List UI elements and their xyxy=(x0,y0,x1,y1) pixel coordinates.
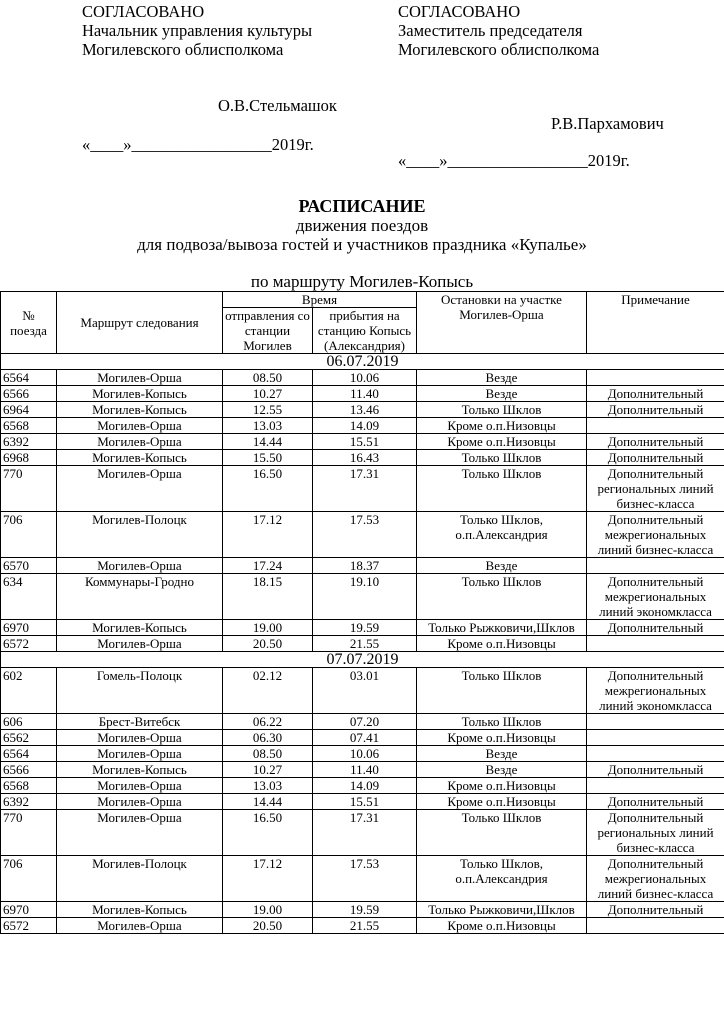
date-row xyxy=(1,652,724,668)
approval-left-signer: О.В.Стельмашок xyxy=(218,96,337,115)
stops-cell: Кроме о.п.Низовцы xyxy=(417,918,587,934)
header-train-number: № поезда xyxy=(1,292,57,354)
stops-cell: Только Шклов xyxy=(417,450,587,466)
train-number-cell: 6568 xyxy=(1,778,57,794)
date-cell: 07.07.2019 xyxy=(1,652,724,668)
stops-cell: Кроме о.п.Низовцы xyxy=(417,434,587,450)
table-row xyxy=(1,418,724,434)
train-number-cell: 6566 xyxy=(1,762,57,778)
departure-time-cell: 10.27 xyxy=(223,386,313,402)
train-number-cell: 706 xyxy=(1,856,57,902)
note-cell: Дополнительный межрегиональных линий экономкласса xyxy=(587,668,724,714)
table-row xyxy=(1,466,724,512)
route-cell: Могилев-Копысь xyxy=(57,402,223,418)
route-cell: Могилев-Полоцк xyxy=(57,856,223,902)
departure-time-cell: 18.15 xyxy=(223,574,313,620)
schedule-body xyxy=(1,354,724,934)
table-row xyxy=(1,794,724,810)
departure-time-cell: 16.50 xyxy=(223,810,313,856)
stops-cell: Только Шклов xyxy=(417,574,587,620)
departure-time-cell: 08.50 xyxy=(223,370,313,386)
departure-time-cell: 14.44 xyxy=(223,794,313,810)
route-cell: Могилев-Орша xyxy=(57,746,223,762)
approval-right-title: СОГЛАСОВАНО xyxy=(398,2,521,21)
route-cell: Могилев-Орша xyxy=(57,730,223,746)
stops-cell: Кроме о.п.Низовцы xyxy=(417,418,587,434)
note-cell: Дополнительный xyxy=(587,450,724,466)
train-number-cell: 602 xyxy=(1,668,57,714)
table-row xyxy=(1,856,724,902)
route-cell: Коммунары-Гродно xyxy=(57,574,223,620)
header-arrival: прибытия на станцию Копысь (Александрия) xyxy=(313,308,417,354)
note-cell xyxy=(587,636,724,652)
note-cell xyxy=(587,730,724,746)
table-row xyxy=(1,434,724,450)
route-cell: Могилев-Орша xyxy=(57,466,223,512)
stops-cell: Везде xyxy=(417,746,587,762)
train-number-cell: 6970 xyxy=(1,620,57,636)
route-cell: Брест-Витебск xyxy=(57,714,223,730)
table-row xyxy=(1,746,724,762)
stops-cell: Кроме о.п.Низовцы xyxy=(417,636,587,652)
table-row xyxy=(1,778,724,794)
train-number-cell: 6964 xyxy=(1,402,57,418)
arrival-time-cell: 21.55 xyxy=(313,918,417,934)
stops-cell: Везде xyxy=(417,558,587,574)
train-number-cell: 6564 xyxy=(1,370,57,386)
arrival-time-cell: 11.40 xyxy=(313,386,417,402)
arrival-time-cell: 17.53 xyxy=(313,512,417,558)
stops-cell: Только Шклов xyxy=(417,810,587,856)
table-row xyxy=(1,558,724,574)
note-cell: Дополнительный xyxy=(587,902,724,918)
document-purpose: для подвоза/вывоза гостей и участников праздника «Купалье» xyxy=(137,235,587,254)
route-title: по маршруту Могилев-Копысь xyxy=(250,272,474,291)
approval-right-org: Могилевского облисполкома xyxy=(398,40,600,59)
stops-cell: Кроме о.п.Низовцы xyxy=(417,778,587,794)
train-number-cell: 6392 xyxy=(1,434,57,450)
note-cell: Дополнительный xyxy=(587,386,724,402)
route-cell: Могилев-Орша xyxy=(57,918,223,934)
train-number-cell: 6564 xyxy=(1,746,57,762)
note-cell: Дополнительный межрегиональных линий бизнес-класса xyxy=(587,856,724,902)
arrival-time-cell: 13.46 xyxy=(313,402,417,418)
stops-cell: Только Шклов xyxy=(417,714,587,730)
departure-time-cell: 17.12 xyxy=(223,512,313,558)
stops-cell: Везде xyxy=(417,370,587,386)
table-row xyxy=(1,810,724,856)
departure-time-cell: 13.03 xyxy=(223,418,313,434)
route-cell: Могилев-Полоцк xyxy=(57,512,223,558)
table-row xyxy=(1,636,724,652)
train-number-cell: 6566 xyxy=(1,386,57,402)
train-number-cell: 6970 xyxy=(1,902,57,918)
arrival-time-cell: 07.20 xyxy=(313,714,417,730)
note-cell: Дополнительный межрегиональных линий экономкласса xyxy=(587,574,724,620)
note-cell xyxy=(587,370,724,386)
header-time: Время xyxy=(223,292,417,308)
document-title: РАСПИСАНИЕ xyxy=(298,196,426,216)
document-subtitle: движения поездов xyxy=(295,216,429,235)
arrival-time-cell: 19.59 xyxy=(313,902,417,918)
table-row xyxy=(1,668,724,714)
train-number-cell: 6570 xyxy=(1,558,57,574)
arrival-time-cell: 19.59 xyxy=(313,620,417,636)
table-row xyxy=(1,574,724,620)
header-stops: Остановки на участке Могилев-Орша xyxy=(417,292,587,354)
arrival-time-cell: 15.51 xyxy=(313,434,417,450)
arrival-time-cell: 10.06 xyxy=(313,746,417,762)
departure-time-cell: 12.55 xyxy=(223,402,313,418)
route-cell: Могилев-Копысь xyxy=(57,450,223,466)
train-number-cell: 6968 xyxy=(1,450,57,466)
stops-cell: Только Шклов xyxy=(417,466,587,512)
table-row xyxy=(1,918,724,934)
arrival-time-cell: 15.51 xyxy=(313,794,417,810)
route-cell: Могилев-Орша xyxy=(57,810,223,856)
arrival-time-cell: 03.01 xyxy=(313,668,417,714)
departure-time-cell: 19.00 xyxy=(223,620,313,636)
table-row xyxy=(1,714,724,730)
arrival-time-cell: 14.09 xyxy=(313,418,417,434)
note-cell: Дополнительный xyxy=(587,762,724,778)
train-number-cell: 6568 xyxy=(1,418,57,434)
table-row xyxy=(1,730,724,746)
approval-right xyxy=(398,2,599,59)
schedule-table xyxy=(0,291,724,934)
departure-time-cell: 13.03 xyxy=(223,778,313,794)
date-cell: 06.07.2019 xyxy=(1,354,724,370)
note-cell xyxy=(587,714,724,730)
arrival-time-cell: 17.53 xyxy=(313,856,417,902)
note-cell xyxy=(587,918,724,934)
train-number-cell: 606 xyxy=(1,714,57,730)
table-row xyxy=(1,902,724,918)
departure-time-cell: 06.30 xyxy=(223,730,313,746)
departure-time-cell: 14.44 xyxy=(223,434,313,450)
approval-left-title: СОГЛАСОВАНО xyxy=(82,2,205,21)
approval-right-date: «____»_________________2019г. xyxy=(398,151,630,170)
note-cell: Дополнительный региональных линий бизнес-класса xyxy=(587,810,724,856)
note-cell xyxy=(587,746,724,762)
header-route: Маршрут следования xyxy=(57,292,223,354)
train-number-cell: 6572 xyxy=(1,918,57,934)
train-number-cell: 6392 xyxy=(1,794,57,810)
route-cell: Могилев-Орша xyxy=(57,434,223,450)
departure-time-cell: 10.27 xyxy=(223,762,313,778)
table-row xyxy=(1,620,724,636)
arrival-time-cell: 18.37 xyxy=(313,558,417,574)
route-cell: Могилев-Орша xyxy=(57,636,223,652)
train-number-cell: 770 xyxy=(1,810,57,856)
arrival-time-cell: 21.55 xyxy=(313,636,417,652)
stops-cell: Везде xyxy=(417,386,587,402)
stops-cell: Кроме о.п.Низовцы xyxy=(417,794,587,810)
route-cell: Могилев-Орша xyxy=(57,558,223,574)
table-row xyxy=(1,386,724,402)
departure-time-cell: 19.00 xyxy=(223,902,313,918)
note-cell: Дополнительный xyxy=(587,620,724,636)
route-cell: Гомель-Полоцк xyxy=(57,668,223,714)
stops-cell: Только Шклов, о.п.Александрия xyxy=(417,512,587,558)
train-number-cell: 6562 xyxy=(1,730,57,746)
departure-time-cell: 02.12 xyxy=(223,668,313,714)
departure-time-cell: 16.50 xyxy=(223,466,313,512)
approval-right-position: Заместитель председателя xyxy=(398,21,583,40)
note-cell: Дополнительный xyxy=(587,794,724,810)
note-cell: Дополнительный xyxy=(587,434,724,450)
train-number-cell: 770 xyxy=(1,466,57,512)
train-number-cell: 634 xyxy=(1,574,57,620)
note-cell xyxy=(587,778,724,794)
approval-left xyxy=(82,2,312,59)
note-cell: Дополнительный xyxy=(587,402,724,418)
route-cell: Могилев-Копысь xyxy=(57,902,223,918)
header-departure: отправления со станции Могилев xyxy=(223,308,313,354)
table-row xyxy=(1,512,724,558)
route-cell: Могилев-Копысь xyxy=(57,386,223,402)
departure-time-cell: 08.50 xyxy=(223,746,313,762)
departure-time-cell: 17.12 xyxy=(223,856,313,902)
note-cell xyxy=(587,418,724,434)
route-cell: Могилев-Копысь xyxy=(57,762,223,778)
approval-right-signer: Р.В.Пархамович xyxy=(551,114,664,133)
approval-left-position: Начальник управления культуры xyxy=(82,21,313,40)
table-row xyxy=(1,370,724,386)
departure-time-cell: 20.50 xyxy=(223,636,313,652)
arrival-time-cell: 16.43 xyxy=(313,450,417,466)
stops-cell: Только Шклов xyxy=(417,668,587,714)
note-cell: Дополнительный региональных линий бизнес-класса xyxy=(587,466,724,512)
header-note: Примечание xyxy=(587,292,724,354)
stops-cell: Только Рыжковичи,Шклов xyxy=(417,902,587,918)
stops-cell: Кроме о.п.Низовцы xyxy=(417,730,587,746)
table-row xyxy=(1,450,724,466)
note-cell: Дополнительный межрегиональных линий бизнес-класса xyxy=(587,512,724,558)
train-number-cell: 6572 xyxy=(1,636,57,652)
arrival-time-cell: 19.10 xyxy=(313,574,417,620)
table-row xyxy=(1,762,724,778)
train-number-cell: 706 xyxy=(1,512,57,558)
arrival-time-cell: 14.09 xyxy=(313,778,417,794)
departure-time-cell: 15.50 xyxy=(223,450,313,466)
route-cell: Могилев-Орша xyxy=(57,794,223,810)
stops-cell: Только Рыжковичи,Шклов xyxy=(417,620,587,636)
departure-time-cell: 20.50 xyxy=(223,918,313,934)
arrival-time-cell: 17.31 xyxy=(313,466,417,512)
table-row xyxy=(1,402,724,418)
stops-cell: Только Шклов, о.п.Александрия xyxy=(417,856,587,902)
arrival-time-cell: 07.41 xyxy=(313,730,417,746)
arrival-time-cell: 11.40 xyxy=(313,762,417,778)
route-cell: Могилев-Орша xyxy=(57,370,223,386)
departure-time-cell: 17.24 xyxy=(223,558,313,574)
departure-time-cell: 06.22 xyxy=(223,714,313,730)
route-cell: Могилев-Орша xyxy=(57,418,223,434)
stops-cell: Только Шклов xyxy=(417,402,587,418)
route-cell: Могилев-Копысь xyxy=(57,620,223,636)
stops-cell: Везде xyxy=(417,762,587,778)
approval-left-date: «____»_________________2019г. xyxy=(82,135,314,154)
arrival-time-cell: 17.31 xyxy=(313,810,417,856)
arrival-time-cell: 10.06 xyxy=(313,370,417,386)
date-row xyxy=(1,354,724,370)
route-cell: Могилев-Орша xyxy=(57,778,223,794)
note-cell xyxy=(587,558,724,574)
approval-left-org: Могилевского облисполкома xyxy=(82,40,284,59)
